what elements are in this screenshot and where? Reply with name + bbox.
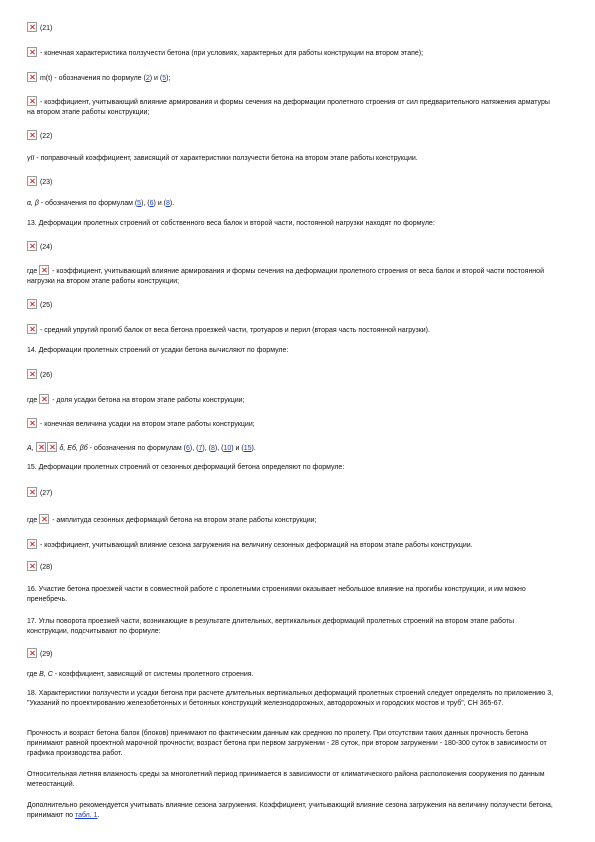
- formula-link[interactable]: 8: [166, 200, 170, 207]
- paragraph: [27, 154, 557, 164]
- text-run: ) и (: [149, 75, 163, 82]
- formula-link[interactable]: 6: [186, 445, 190, 452]
- paragraph: [27, 22, 557, 34]
- variable-text: δ, Eб, βб: [57, 445, 88, 452]
- broken-image-icon: [27, 418, 37, 428]
- paragraph: [27, 463, 557, 473]
- text-run: где: [27, 671, 40, 678]
- text-run: ) и (: [231, 445, 244, 452]
- text-run: - средний упругий прогиб балок от веса бетона проезжей части, тротуаров и перил (вторая часть постоянной нагрузки).: [38, 327, 430, 334]
- text-run: где: [27, 517, 40, 524]
- broken-image-icon: [27, 369, 37, 379]
- broken-image-icon: [27, 539, 37, 549]
- text-run: ) и (: [153, 200, 167, 207]
- text-run: (22): [38, 133, 53, 140]
- paragraph: [27, 72, 557, 84]
- text-run: 15. Деформации пролетных строений от сезонных деформаций бетона определяют по формуле:: [27, 464, 345, 471]
- paragraph: [27, 176, 557, 188]
- paragraph: [27, 670, 557, 680]
- broken-image-icon: [36, 442, 46, 452]
- text-run: - коэффициент, зависящий от системы пролетного строения.: [52, 671, 254, 678]
- broken-image-icon: [27, 487, 37, 497]
- paragraph: [27, 265, 557, 287]
- text-run: - доля усадки бетона на втором этапе работы конструкции;: [50, 397, 245, 404]
- text-run: .: [97, 812, 100, 819]
- formula-link[interactable]: 6: [149, 200, 154, 207]
- variable-text: γII: [27, 155, 35, 162]
- broken-image-icon: [47, 442, 57, 452]
- broken-image-icon: [27, 47, 37, 57]
- paragraph: [27, 648, 557, 660]
- variable-text: A,: [27, 445, 36, 452]
- text-run: 17. Углы поворота проезжей части, возникающие в результате длительных, вертикальных деформаций пролетных строений на втором этапе работы конструкции, подсчитывают по формуле:: [27, 618, 515, 635]
- broken-image-icon: [27, 648, 37, 658]
- broken-image-icon: [27, 176, 37, 186]
- paragraph: [27, 487, 557, 499]
- paragraph: [27, 324, 557, 336]
- text-run: ), (: [202, 445, 211, 452]
- broken-image-icon: [27, 22, 37, 32]
- text-run: Дополнительно рекомендуется учитывать влияние сезона загружения. Коэффициент, учитывающий влияние сезона загружения на величину ползучести бетона, принимают по: [27, 802, 553, 819]
- formula-link[interactable]: 10: [223, 445, 232, 452]
- text-run: - коэффициент, учитывающий влияние сезона загружения на величину сезонных деформаций на втором этапе работы конструкции.: [38, 542, 473, 549]
- text-run: (26): [38, 372, 53, 379]
- paragraph: [27, 617, 557, 637]
- paragraph: [27, 47, 557, 59]
- broken-image-icon: [39, 265, 49, 275]
- paragraph: [27, 801, 557, 821]
- formula-link[interactable]: 2: [145, 75, 150, 82]
- broken-image-icon: [39, 514, 49, 524]
- paragraph: [27, 514, 557, 526]
- broken-image-icon: [39, 394, 49, 404]
- paragraph: [27, 689, 557, 709]
- text-run: 14. Деформации пролетных строений от усадки бетона вычисляют по формуле:: [27, 347, 289, 354]
- paragraph: [27, 770, 557, 790]
- paragraph: [27, 369, 557, 381]
- paragraph: [27, 585, 557, 605]
- text-run: (29): [38, 651, 53, 658]
- variable-text: B, C: [39, 671, 53, 678]
- formula-link[interactable]: табл. 1: [74, 812, 98, 819]
- text-run: (28): [38, 564, 53, 571]
- variable-text: α, β: [27, 200, 39, 207]
- broken-image-icon: [27, 130, 37, 140]
- broken-image-icon: [27, 561, 37, 571]
- text-run: ), (: [189, 445, 199, 452]
- broken-image-icon: [27, 241, 37, 251]
- text-run: 13. Деформации пролетных строений от собственного веса балок и второй части, постоянной нагрузки находят по формуле:: [27, 220, 435, 227]
- text-run: - конечная величина усадки на втором этапе работы конструкции;: [38, 421, 255, 428]
- paragraph: [27, 346, 557, 356]
- broken-image-icon: [27, 96, 37, 106]
- text-run: ).: [251, 445, 256, 452]
- paragraph: [27, 299, 557, 311]
- text-run: (21): [38, 25, 53, 32]
- text-run: - амплитуда сезонных деформаций бетона на втором этапе работы конструкции;: [50, 517, 317, 524]
- formula-link[interactable]: 5: [162, 75, 167, 82]
- formula-link[interactable]: 5: [137, 200, 142, 207]
- text-run: (25): [38, 302, 53, 309]
- text-run: (23): [38, 179, 53, 186]
- text-run: m(t) - обозначения по формуле (: [38, 75, 146, 82]
- broken-image-icon: [27, 72, 37, 82]
- text-run: Относительная летняя влажность среды за многолетний период принимается в зависимости от климатического района расположения сооружения по данным метеостанций.: [27, 771, 545, 788]
- text-run: - обозначения по формулам (: [38, 200, 138, 207]
- paragraph: [27, 219, 557, 229]
- text-run: ), (: [214, 445, 224, 452]
- text-run: - коэффициент, учитывающий влияние армирования и формы сечения на деформации пролетного строения от веса балок и второй части постоянной нагрузки на втором этапе работы конструкции;: [27, 268, 544, 285]
- formula-link[interactable]: 8: [210, 445, 215, 452]
- text-run: (24): [38, 244, 53, 251]
- text-run: - конечная характеристика ползучести бетона (при условиях, характерных для работы конструкции на втором этапе);: [38, 50, 424, 57]
- paragraph: [27, 561, 557, 573]
- paragraph: [27, 394, 557, 406]
- formula-link[interactable]: 7: [198, 445, 203, 452]
- text-run: ).: [169, 200, 175, 207]
- text-run: 18. Характеристики ползучести и усадки бетона при расчете длительных вертикальных деформаций пролетных строений следует определять по приложению 3, "Указаний по проектированию железобетонных и бетонных конструкций железнодорожных, автодорожных и городских мостов и труб", СН 365-67.: [27, 690, 554, 707]
- text-run: 16. Участие бетона проезжей части в совместной работе с пролетными строениями оказывает небольшое влияние на прогибы конструкции, и им можно пренебречь.: [27, 586, 526, 603]
- paragraph: [27, 539, 557, 551]
- paragraph: [27, 199, 557, 209]
- broken-image-icon: [27, 324, 37, 334]
- paragraph: [27, 96, 557, 118]
- text-run: );: [166, 75, 171, 82]
- text-run: Прочность и возраст бетона балок (блоков) принимают по фактическим данным как среднюю по пролету. При отсутствии таких данных прочность бетона принимают равной проектной марочной прочности; возраст бетона при первом загружении - 28 суток, при втором загружении - 180-300 суток в зависимости от графика производства работ.: [27, 730, 547, 757]
- text-run: ), (: [141, 200, 150, 207]
- paragraph: [27, 442, 557, 454]
- paragraph: [27, 130, 557, 142]
- paragraph: [27, 729, 557, 759]
- text-run: где: [27, 268, 40, 275]
- formula-link[interactable]: 15: [243, 445, 252, 452]
- text-run: (27): [38, 490, 53, 497]
- broken-image-icon: [27, 299, 37, 309]
- paragraph: [27, 418, 557, 430]
- text-run: - обозначения по формулам (: [87, 445, 187, 452]
- text-run: где: [27, 397, 40, 404]
- text-run: - коэффициент, учитывающий влияние армирования и формы сечения на деформации пролетного строения от сил предварительного натяжения арматуры на втором этапе работы конструкции;: [27, 99, 550, 116]
- paragraph: [27, 241, 557, 253]
- text-run: - поправочный коэффициент, зависящий от характеристики ползучести бетона на втором этапе работы конструкции.: [34, 155, 418, 162]
